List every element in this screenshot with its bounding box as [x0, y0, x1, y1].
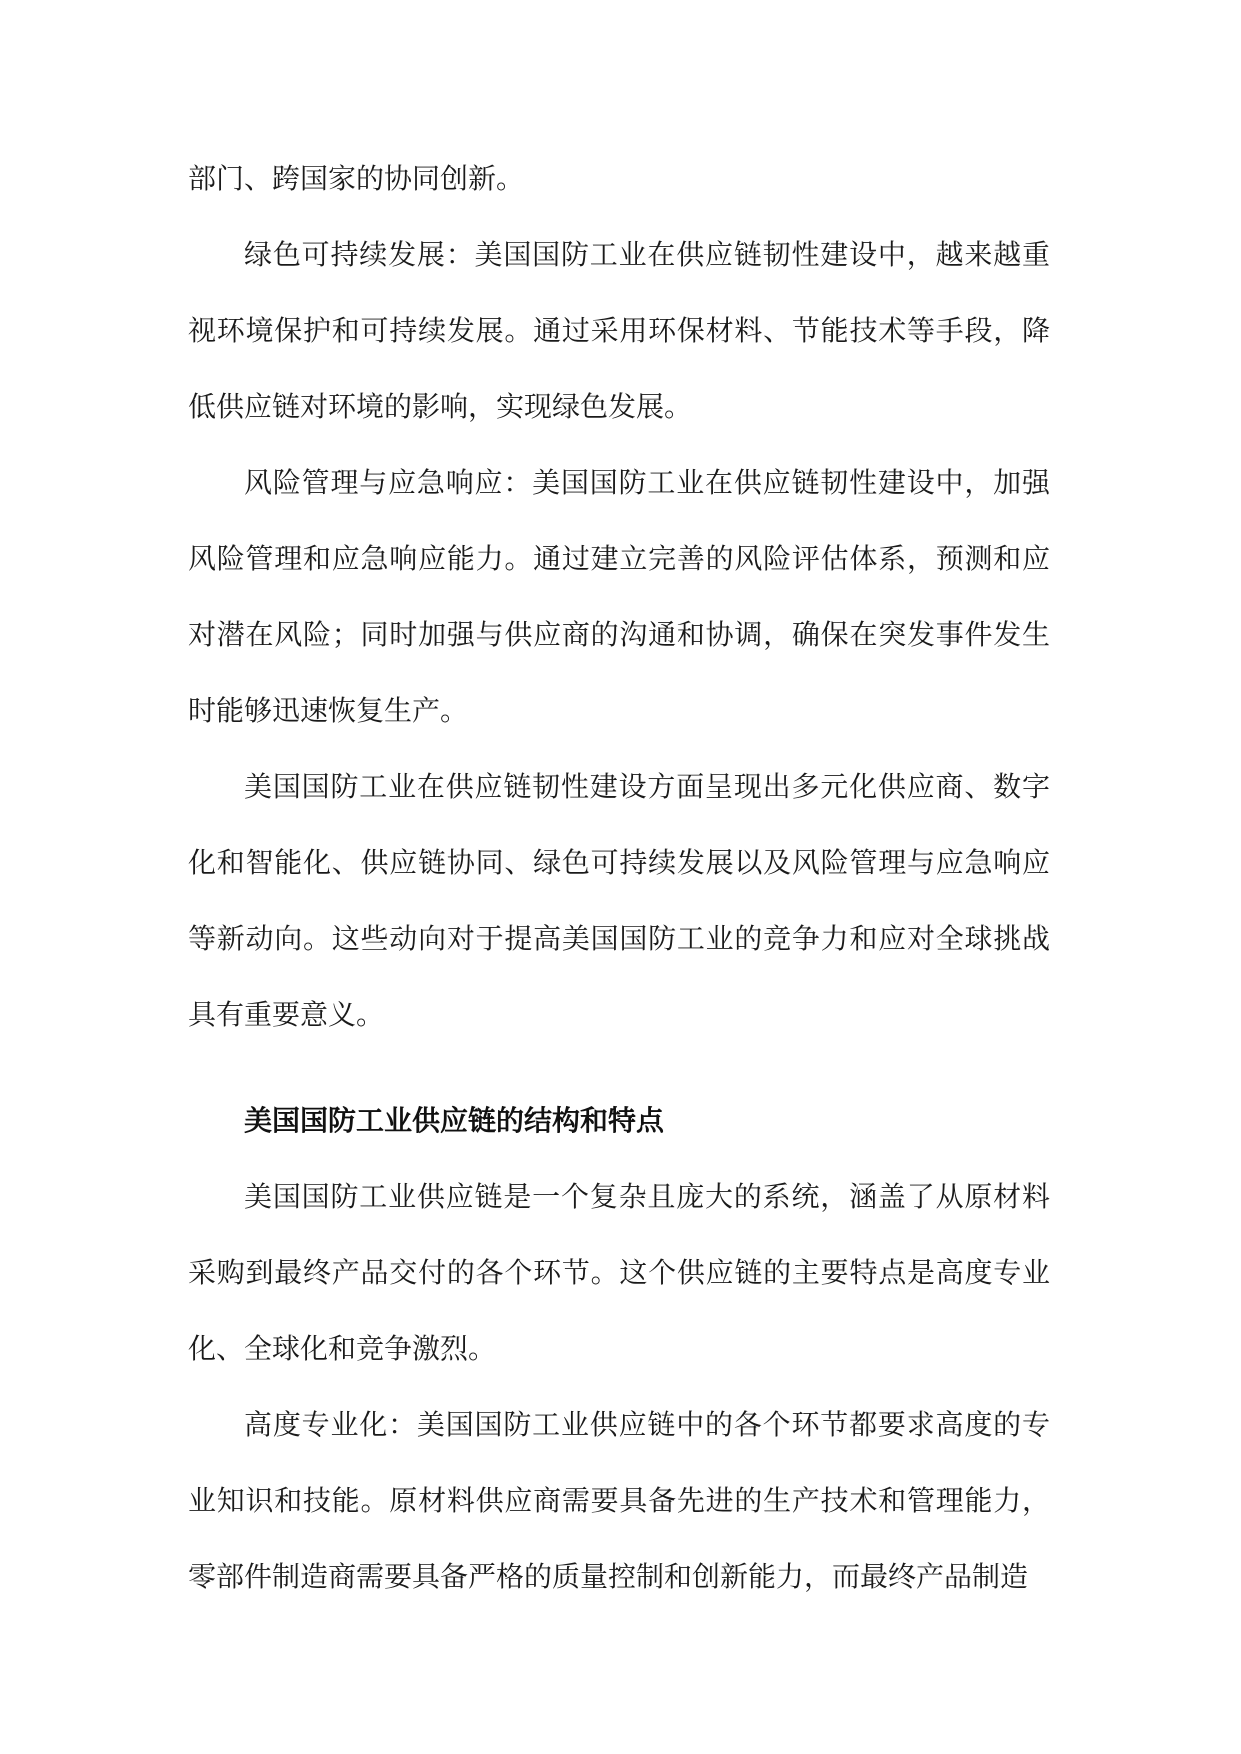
paragraph-risk-management: 风险管理与应急响应：美国国防工业在供应链韧性建设中，加强风险管理和应急响应能力。通过建立完善的风险评估体系，预测和应对潜在风险；同时加强与供应商的沟通和协调，确保在突发事件发生时能够迅速恢复生产。	[188, 466, 1050, 727]
paragraph-high-specialization: 高度专业化：美国国防工业供应链中的各个环节都要求高度的专业知识和技能。原材料供应商需要具备先进的生产技术和管理能力，零部件制造商需要具备严格的质量控制和创新能力，而最终产品制造	[188, 1408, 1050, 1593]
paragraph-supply-chain-overview: 美国国防工业供应链是一个复杂且庞大的系统，涵盖了从原材料采购到最终产品交付的各个环节。这个供应链的主要特点是高度专业化、全球化和竞争激烈。	[188, 1180, 1050, 1365]
document-body	[188, 141, 1050, 1615]
paragraph-continuation: 部门、跨国家的协同创新。	[188, 162, 525, 195]
paragraph-green-sustainability: 绿色可持续发展：美国国防工业在供应链韧性建设中，越来越重视环境保护和可持续发展。通过采用环保材料、节能技术等手段，降低供应链对环境的影响，实现绿色发展。	[188, 238, 1050, 423]
paragraph-summary: 美国国防工业在供应链韧性建设方面呈现出多元化供应商、数字化和智能化、供应链协同、绿色可持续发展以及风险管理与应急响应等新动向。这些动向对于提高美国国防工业的竞争力和应对全球挑战具有重要意义。	[188, 770, 1050, 1031]
section-heading: 美国国防工业供应链的结构和特点	[244, 1104, 665, 1137]
